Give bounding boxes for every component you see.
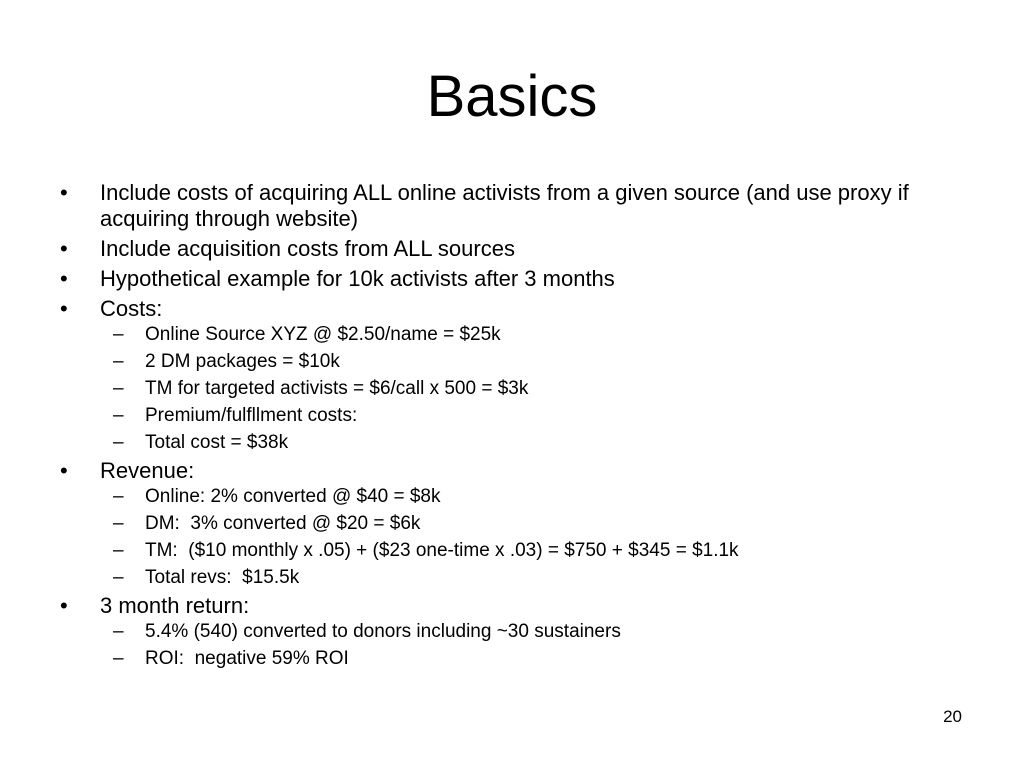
bullet-marker: • [60,296,68,321]
bullet-marker: • [60,458,68,483]
dash-marker: – [113,540,124,561]
bullet-list [60,180,970,674]
bullet-text: Revenue: [100,458,195,483]
slide-title: Basics [426,64,598,129]
sub-bullet-item [100,404,970,427]
sub-bullet-text: TM: ($10 monthly x .05) + ($23 one-time x .03) = $750 + $345 = $1.1k [145,540,739,561]
bullet-text: Costs: [100,296,163,321]
sub-bullet-item [100,620,970,643]
sub-bullet-item [100,431,970,454]
sub-bullet-text: Premium/fulfllment costs: [145,405,358,426]
bullet-item-acquisition-costs [60,236,970,262]
bullet-text: Include costs of acquiring ALL online activists from a given source (and use proxy if acquiring through website) [100,180,909,231]
sub-bullet-text: TM for targeted activists = $6/call x 500 = $3k [145,378,529,399]
sub-bullet-item [100,323,970,346]
bullet-item-revenue [60,458,970,589]
dash-marker: – [113,621,124,642]
dash-marker: – [113,324,124,345]
sub-bullet-list [100,323,970,454]
dash-marker: – [113,567,124,588]
bullet-item-costs-all-sources-online [60,180,970,232]
bullet-marker: • [60,266,68,291]
sub-bullet-list [100,485,970,589]
bullet-item-hypothetical-example [60,266,970,292]
sub-bullet-item [100,512,970,535]
sub-bullet-text: Online Source XYZ @ $2.50/name = $25k [145,324,501,345]
sub-bullet-item [100,485,970,508]
sub-bullet-item [100,350,970,373]
sub-bullet-list [100,620,970,670]
dash-marker: – [113,405,124,426]
sub-bullet-item [100,539,970,562]
sub-bullet-text: DM: 3% converted @ $20 = $6k [145,513,421,534]
dash-marker: – [113,378,124,399]
sub-bullet-item [100,566,970,589]
bullet-text: 3 month return: [100,593,250,618]
sub-bullet-item [100,377,970,400]
bullet-text: Hypothetical example for 10k activists after 3 months [100,266,615,291]
sub-bullet-item [100,647,970,670]
sub-bullet-text: 2 DM packages = $10k [145,351,340,372]
bullet-item-costs [60,296,970,454]
sub-bullet-text: 5.4% (540) converted to donors including ~30 sustainers [145,621,621,642]
bullet-marker: • [60,236,68,261]
sub-bullet-text: Online: 2% converted @ $40 = $8k [145,486,441,507]
dash-marker: – [113,513,124,534]
sub-bullet-text: ROI: negative 59% ROI [145,648,349,669]
dash-marker: – [113,648,124,669]
dash-marker: – [113,486,124,507]
sub-bullet-text: Total cost = $38k [145,432,289,453]
dash-marker: – [113,351,124,372]
sub-bullet-text: Total revs: $15.5k [145,567,300,588]
bullet-text: Include acquisition costs from ALL sources [100,236,515,261]
dash-marker: – [113,432,124,453]
page-number: 20 [943,707,962,726]
bullet-marker: • [60,593,68,618]
bullet-marker: • [60,180,68,205]
bullet-item-3-month-return [60,593,970,670]
